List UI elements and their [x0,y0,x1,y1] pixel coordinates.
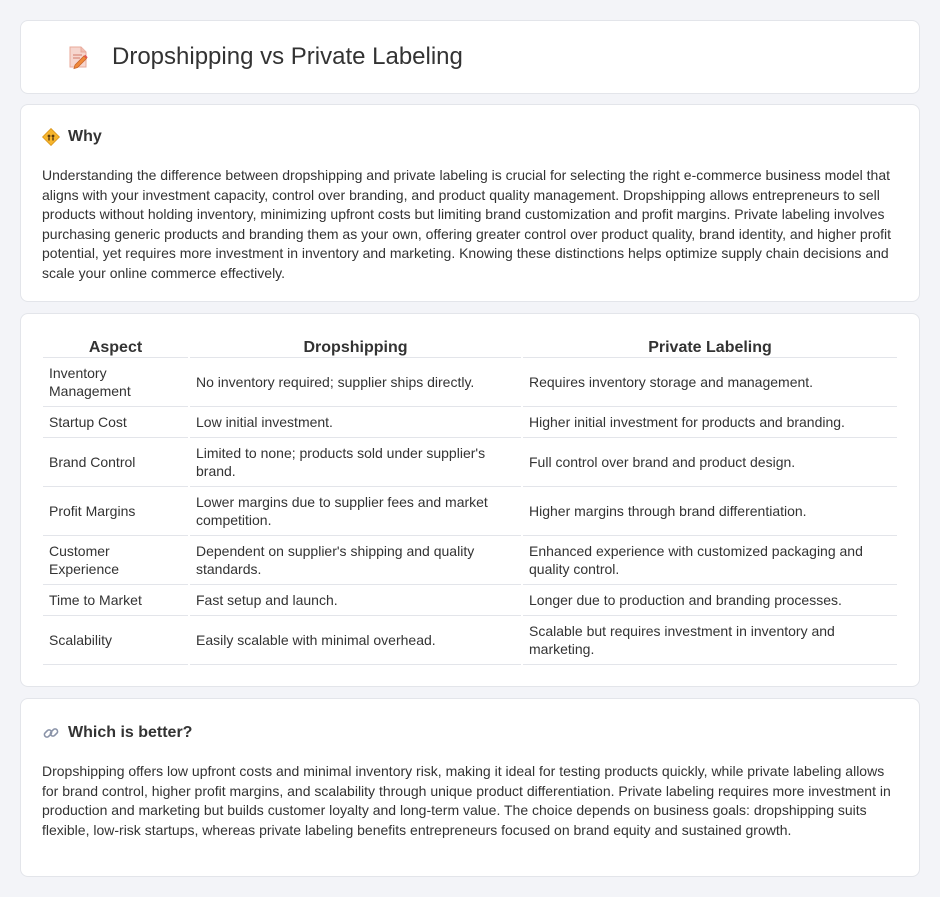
table-cell-dropshipping: Fast setup and launch. [190,585,521,616]
document-pencil-icon [65,44,91,70]
table-cell-dropshipping: No inventory required; supplier ships directly. [190,358,521,407]
table-cell-private-labeling: Longer due to production and branding processes. [523,585,897,616]
table-cell-aspect: Scalability [43,616,188,665]
table-cell-private-labeling: Scalable but requires investment in inventory and marketing. [523,616,897,665]
link-icon [42,724,60,742]
why-text: Understanding the difference between dropshipping and private labeling is crucial for selecting the right e-commerce business model that aligns with your investment capacity, control over branding, and product quality management. Dropshipping allows entrepreneurs to sell products without holding inventory, minimizing upfront costs but limiting brand customization and profit margins. Private labeling involves purchasing generic products and branding them as your own, offering greater control over product quality, brand identity, and higher profit potential, yet requires more investment in inventory and marketing. Knowing these distinctions helps optimize supply chain decisions and scale your online commerce effectively. [42,167,892,281]
comparison-table [41,332,899,665]
table-cell-dropshipping: Limited to none; products sold under supplier's brand. [190,438,521,487]
table-cell-private-labeling: Enhanced experience with customized packaging and quality control. [523,536,897,585]
table-cell-dropshipping: Easily scalable with minimal overhead. [190,616,521,665]
why-section [20,104,920,302]
table-cell-aspect: Startup Cost [43,407,188,438]
table-row [43,585,897,616]
why-title: Why [68,128,102,145]
table-cell-dropshipping: Lower margins due to supplier fees and market competition. [190,487,521,536]
header-card [20,20,920,94]
table-cell-aspect: Inventory Management [43,358,188,407]
table-row [43,616,897,665]
which-is-better-section [20,698,920,877]
why-heading [42,128,899,146]
better-title: Which is better? [68,724,193,741]
table-row [43,536,897,585]
comparison-table-card [20,313,920,687]
header-private-labeling: Private Labeling [523,332,897,358]
table-cell-aspect: Time to Market [43,585,188,616]
table-cell-dropshipping: Dependent on supplier's shipping and quality standards. [190,536,521,585]
table-cell-aspect: Profit Margins [43,487,188,536]
table-row [43,487,897,536]
better-heading [42,724,899,742]
page-title: Dropshipping vs Private Labeling [112,43,463,70]
table-cell-private-labeling: Higher margins through brand differentiation. [523,487,897,536]
table-cell-private-labeling: Higher initial investment for products and branding. [523,407,897,438]
table-row [43,407,897,438]
diamond-sign-icon [42,128,60,146]
header-aspect: Aspect [43,332,188,358]
better-text: Dropshipping offers low upfront costs and minimal inventory risk, making it ideal for testing products quickly, while private labeling allows for brand control, higher profit margins, and scalability through unique product differentiation. Private labeling requires more investment in production and marketing but builds customer loyalty and long-term value. The choice depends on business goals: dropshipping suits flexible, low-risk startups, whereas private labeling benefits entrepreneurs focused on brand equity and sustained growth. [42,763,891,838]
table-row [43,358,897,407]
table-cell-aspect: Brand Control [43,438,188,487]
table-cell-private-labeling: Requires inventory storage and management. [523,358,897,407]
table-header-row [43,332,897,358]
table-cell-dropshipping: Low initial investment. [190,407,521,438]
table-cell-aspect: Customer Experience [43,536,188,585]
header-dropshipping: Dropshipping [190,332,521,358]
table-cell-private-labeling: Full control over brand and product design. [523,438,897,487]
table-row [43,438,897,487]
